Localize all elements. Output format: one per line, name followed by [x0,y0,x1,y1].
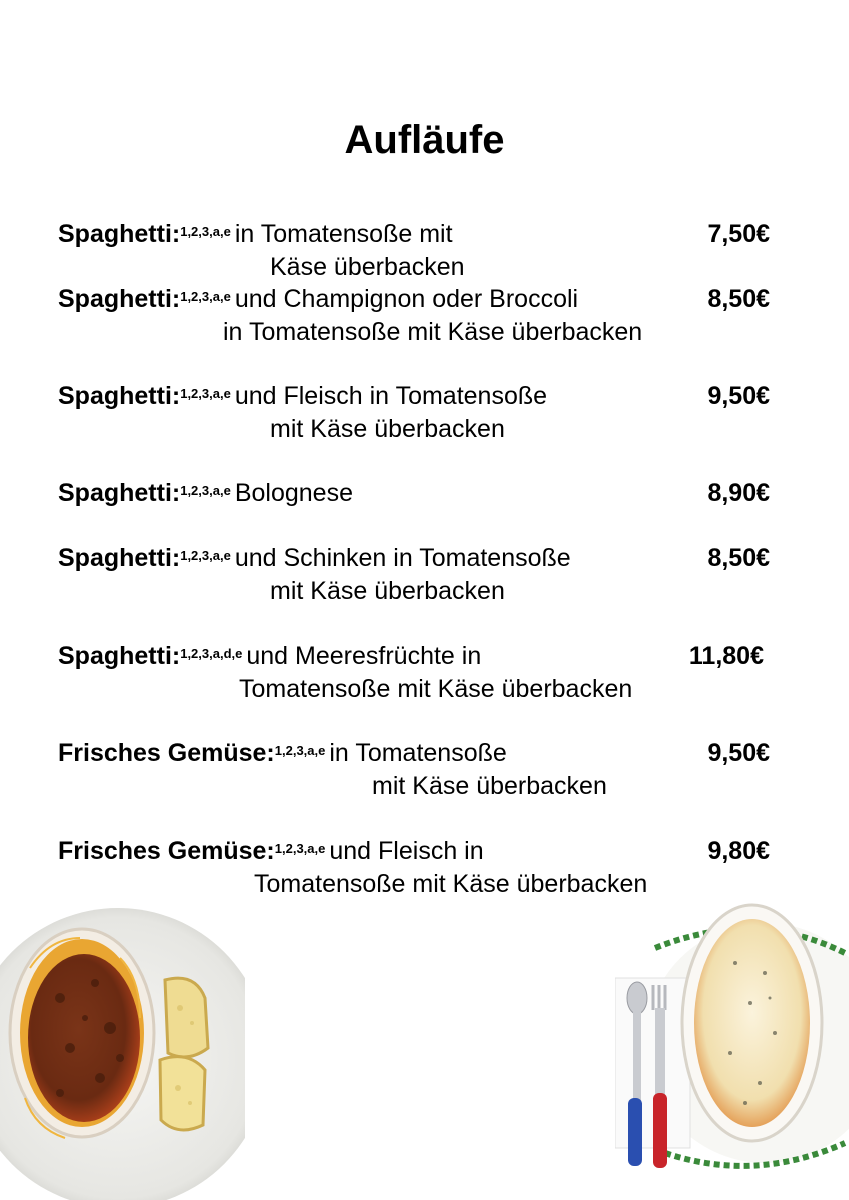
item-name: Spaghetti: [58,285,181,313]
item-name: Frisches Gemüse: [58,739,275,767]
allergen-codes: 1,2,3,a,d,e [180,646,243,661]
item-name: Spaghetti: [58,642,181,670]
item-description: in Tomatensoße [329,739,507,767]
item-price: 8,50€ [707,544,770,572]
item-description-cont: mit Käse überbacken [270,577,505,605]
item-name: Spaghetti: [58,479,181,507]
item-description: und Schinken in Tomatensoße [234,544,571,572]
item-price: 9,80€ [707,837,770,865]
item-name: Spaghetti: [58,220,181,248]
item-description: in Tomatensoße mit [234,220,453,248]
allergen-codes: 1,2,3,a,e [180,386,231,401]
item-description-cont: in Tomatensoße mit Käse überbacken [223,318,643,346]
item-description-cont: Käse überbacken [270,253,465,281]
item-description-cont: mit Käse überbacken [372,772,607,800]
menu-item [58,835,778,901]
spaghetti-bolognese-photo-icon [0,908,245,1200]
menu-item [58,640,778,706]
allergen-codes: 1,2,3,a,e [180,483,231,498]
item-price: 8,50€ [707,285,770,313]
allergen-codes: 1,2,3,a,e [180,548,231,563]
allergen-codes: 1,2,3,a,e [180,289,231,304]
item-price: 8,90€ [707,479,770,507]
item-description: und Fleisch in Tomatensoße [234,382,548,410]
item-price: 7,50€ [707,220,770,248]
item-description: Bolognese [234,479,353,507]
item-description: und Champignon oder Broccoli [234,285,579,313]
item-name: Frisches Gemüse: [58,837,275,865]
menu-item [58,542,778,608]
menu-item [58,477,778,510]
allergen-codes: 1,2,3,a,e [274,743,326,758]
menu-item [58,380,778,446]
allergen-codes: 1,2,3,a,e [274,841,326,856]
allergen-codes: 1,2,3,a,e [180,224,231,239]
menu-item [58,218,778,284]
baked-pasta-casserole-photo-icon [615,903,849,1178]
item-price: 9,50€ [707,739,770,767]
item-price: 11,80€ [688,642,764,670]
item-name: Spaghetti: [58,382,181,410]
item-price: 9,50€ [707,382,770,410]
item-name: Spaghetti: [58,544,181,572]
item-description: und Fleisch in [329,837,484,865]
item-description-cont: Tomatensoße mit Käse überbacken [254,870,648,898]
item-description: und Meeresfrüchte in [246,642,482,670]
menu-item [58,737,778,803]
item-description-cont: Tomatensoße mit Käse überbacken [239,675,633,703]
page-title: Aufläufe [344,118,505,162]
menu-item [58,283,778,349]
item-description-cont: mit Käse überbacken [270,415,505,443]
